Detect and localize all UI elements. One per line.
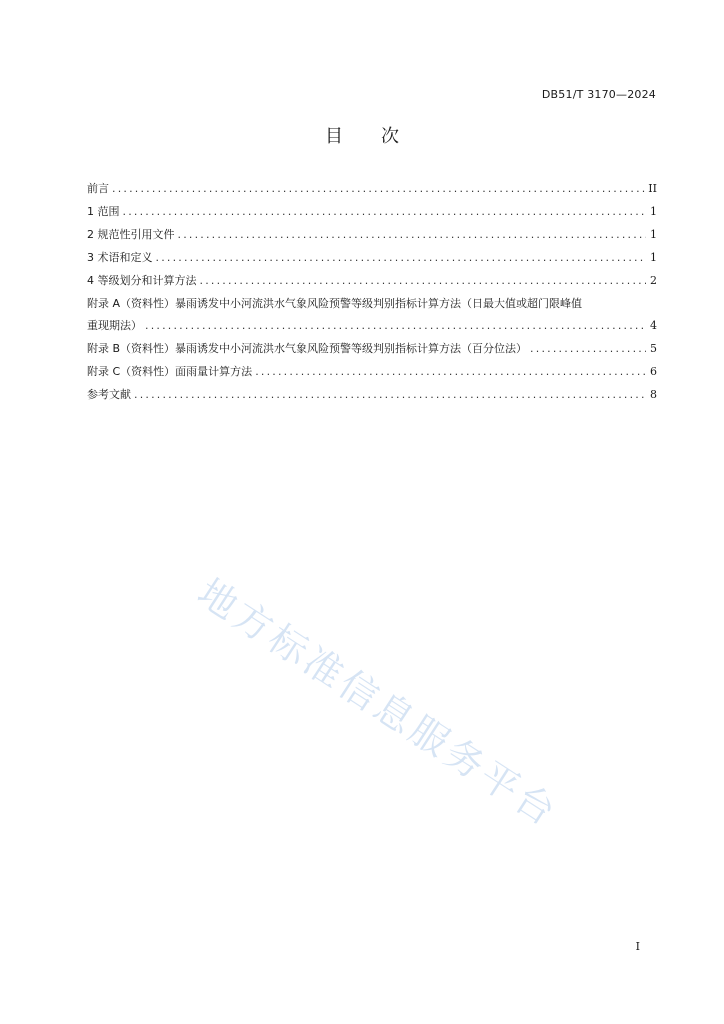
toc-leader-dots [200,273,647,289]
toc-leader-dots [134,387,646,403]
toc-entry-page: 2 [650,274,657,287]
toc-entry-bibliography[interactable] [87,387,657,410]
toc-title-part1: 目 [325,126,343,147]
toc-leader-dots [530,341,646,357]
toc-entry-label: 附录 B（资料性）暴雨诱发中小河流洪水气象风险预警等级判别指标计算方法（百分位法） [87,342,528,355]
toc-entry-normative-references[interactable] [87,227,657,250]
footer-page-number: I [635,940,640,953]
toc-entry-label: 附录 C（资料性）面雨量计算方法 [87,365,253,378]
toc-entry-label: 参考文献 [87,388,131,401]
toc-entry-page: 1 [650,251,657,264]
toc-entry-terms-definitions[interactable] [87,250,657,273]
toc-entry-label: 4 等级划分和计算方法 [87,274,197,287]
toc-leader-dots [178,227,647,243]
toc-entry-appendix-a[interactable] [87,296,657,334]
toc-entry-grading-calculation[interactable] [87,273,657,296]
toc-leader-dots [112,181,645,197]
toc-leader-dots [145,318,646,334]
toc-entry-appendix-b[interactable] [87,341,657,364]
toc-entry-label-line2: 重现期法） [87,319,142,332]
toc-list [87,181,657,410]
toc-entry-page: 5 [650,342,657,355]
toc-entry-scope[interactable] [87,204,657,227]
toc-entry-foreword[interactable] [87,181,657,204]
toc-entry-page: 6 [650,365,657,378]
toc-entry-page: 8 [650,388,657,401]
toc-entry-page: 4 [650,319,657,332]
toc-entry-label-line1: 附录 A（资料性）暴雨诱发中小河流洪水气象风险预警等级判别指标计算方法（日最大值或超门限峰值 [87,297,583,310]
toc-entry-line2 [87,318,657,334]
document-code: DB51/T 3170—2024 [541,88,656,101]
toc-entry-label: 2 规范性引用文件 [87,228,175,241]
toc-leader-dots [123,204,647,220]
toc-title-part2: 次 [381,126,399,147]
watermark: 地方标准信息服务平台 [189,570,567,836]
toc-entry-page: 1 [650,205,657,218]
toc-entry-label: 1 范围 [87,205,120,218]
toc-entry-label: 3 术语和定义 [87,251,153,264]
toc-entry-label: 前言 [87,182,109,195]
toc-title [0,122,724,148]
toc-entry-appendix-c[interactable] [87,364,657,387]
toc-leader-dots [255,364,646,380]
toc-leader-dots [156,250,647,266]
toc-entry-page: 1 [650,228,657,241]
toc-entry-page: II [648,182,657,195]
